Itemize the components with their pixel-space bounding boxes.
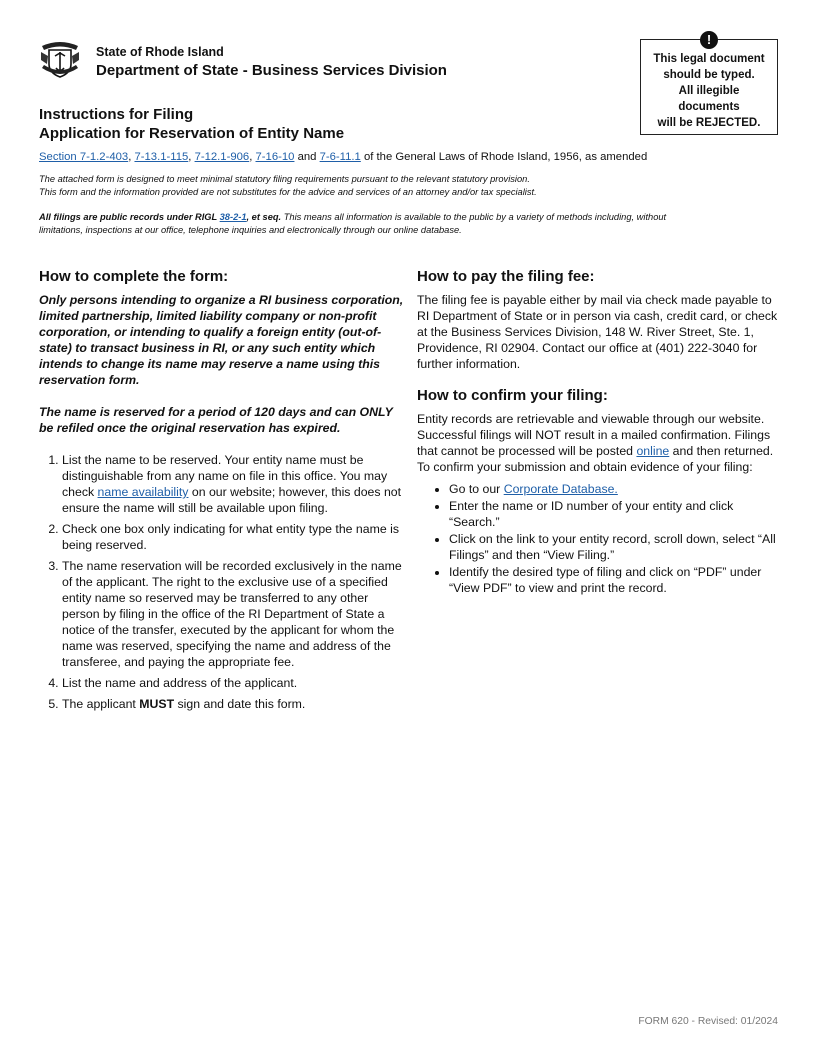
statute-link[interactable]: Section 7-1.2-403	[39, 151, 129, 163]
page-subtitle: Application for Reservation of Entity Name	[39, 125, 345, 142]
agency-state: State of Rhode Island	[96, 45, 224, 59]
reservation-period-note: The name is reserved for a period of 120 days and can ONLY be refiled once the original reservation has expired.	[39, 405, 393, 435]
statute-link[interactable]: 7-13.1-115	[134, 151, 189, 163]
list-item: • Go to our Corporate Database.	[449, 481, 779, 497]
statute-link[interactable]: 7-6-11.1	[319, 151, 361, 163]
rhode-island-seal-icon	[38, 38, 82, 80]
list-item: 2. Check one box only indicating for what entity type the name is being reserved.	[62, 521, 405, 553]
legal-notice-box	[640, 32, 778, 135]
list-item: 1. List the name to be reserved. Your entity name must be distinguishable from any name on file in this office. You may check name availability on our website; however, this does not ensure the name will still be available upon filing.	[62, 452, 405, 516]
list-item: • Click on the link to your entity record, scroll down, select “All Filings” and then “View Filing.”	[449, 531, 779, 563]
complete-form-section	[39, 268, 405, 717]
list-item: 5. The applicant MUST sign and date this form.	[62, 696, 405, 712]
list-item: • Identify the desired type of filing and click on “PDF” under “View PDF” to view and print the record.	[449, 564, 779, 596]
legal-notice-text: This legal document should be typed. All illegible documents will be REJECTED.	[653, 53, 765, 129]
instruction-steps	[39, 452, 405, 712]
disclaimer	[39, 173, 537, 198]
exclamation-icon: !	[700, 31, 718, 49]
page-title: Instructions for Filing	[39, 106, 194, 123]
eligibility-note: Only persons intending to organize a RI business corporation, limited partnership, limited liability company or non-profit corporation, or intending to qualify a foreign entity (out-of-state) to transact business in RI, or any such entity which intends to change its name may reserve a name using this reservation form.	[39, 293, 404, 387]
statute-suffix: of the General Laws of Rhode Island, 1956, as amended	[360, 151, 648, 163]
filing-fee-text: The filing fee is payable either by mail via check made payable to RI Department of State or in person via cash, credit card, or check at the Business Services Division, 148 W. River Street, Ste. 1, Providence, RI 02904. Contact our office at (401) 222-3040 for further information.	[417, 293, 778, 371]
payment-confirmation-section	[417, 268, 779, 597]
corporate-database-link[interactable]: Corporate Database.	[503, 482, 618, 496]
list-item: • Enter the name or ID number of your entity and click “Search.”	[449, 498, 779, 530]
public-records-notice: All filings are public records under RIGL 38-2-1, et seq. This means all information is available to the public by a variety of methods including, without limitations, inspections at our office, telephone inquiries and electronically through our online database.	[39, 212, 667, 235]
rigl-link[interactable]: 38-2-1	[219, 212, 247, 222]
statute-link[interactable]: 7-16-10	[255, 151, 295, 163]
statute-references: Section 7-1.2-403, 7-13.1-115, 7-12.1-906, 7-16-10 and 7-6-11.1 of the General Laws of Rhode Island, 1956, as amended	[39, 151, 648, 163]
confirmation-steps	[417, 481, 779, 596]
section-heading: How to confirm your filing:	[417, 387, 608, 404]
disclaimer-line: The attached form is designed to meet minimal statutory filing requirements pursuant to the relevant statutory provision.	[39, 174, 530, 184]
confirmation-text: Entity records are retrievable and viewable through our website. Successful filings will NOT result in a mailed confirmation. Filings that cannot be processed will be posted online and then returned. To confirm your submission and obtain evidence of your filing:	[417, 412, 774, 474]
list-item: 3. The name reservation will be recorded exclusively in the name of the applicant. The right to the exclusive use of a specified entity name so reserved may be transferred to any other person by filing in the office of the RI Department of State a notice of the transfer, executed by the applicant for whom the name was reserved, specifying the name and address of the transferee, and paying the appropriate fee.	[62, 558, 405, 670]
section-heading: How to complete the form:	[39, 268, 229, 285]
name-availability-link[interactable]: name availability	[97, 485, 189, 499]
list-item: 4. List the name and address of the applicant.	[62, 675, 405, 691]
section-heading: How to pay the filing fee:	[417, 268, 595, 285]
statute-link[interactable]: 7-12.1-906	[194, 151, 250, 163]
disclaimer-line: This form and the information provided are not substitutes for the advice and services of an attorney and/or tax specialist.	[39, 186, 537, 197]
online-link[interactable]: online	[636, 444, 670, 458]
agency-department: Department of State - Business Services Division	[96, 62, 447, 79]
form-revision: FORM 620 - Revised: 01/2024	[638, 1016, 778, 1027]
